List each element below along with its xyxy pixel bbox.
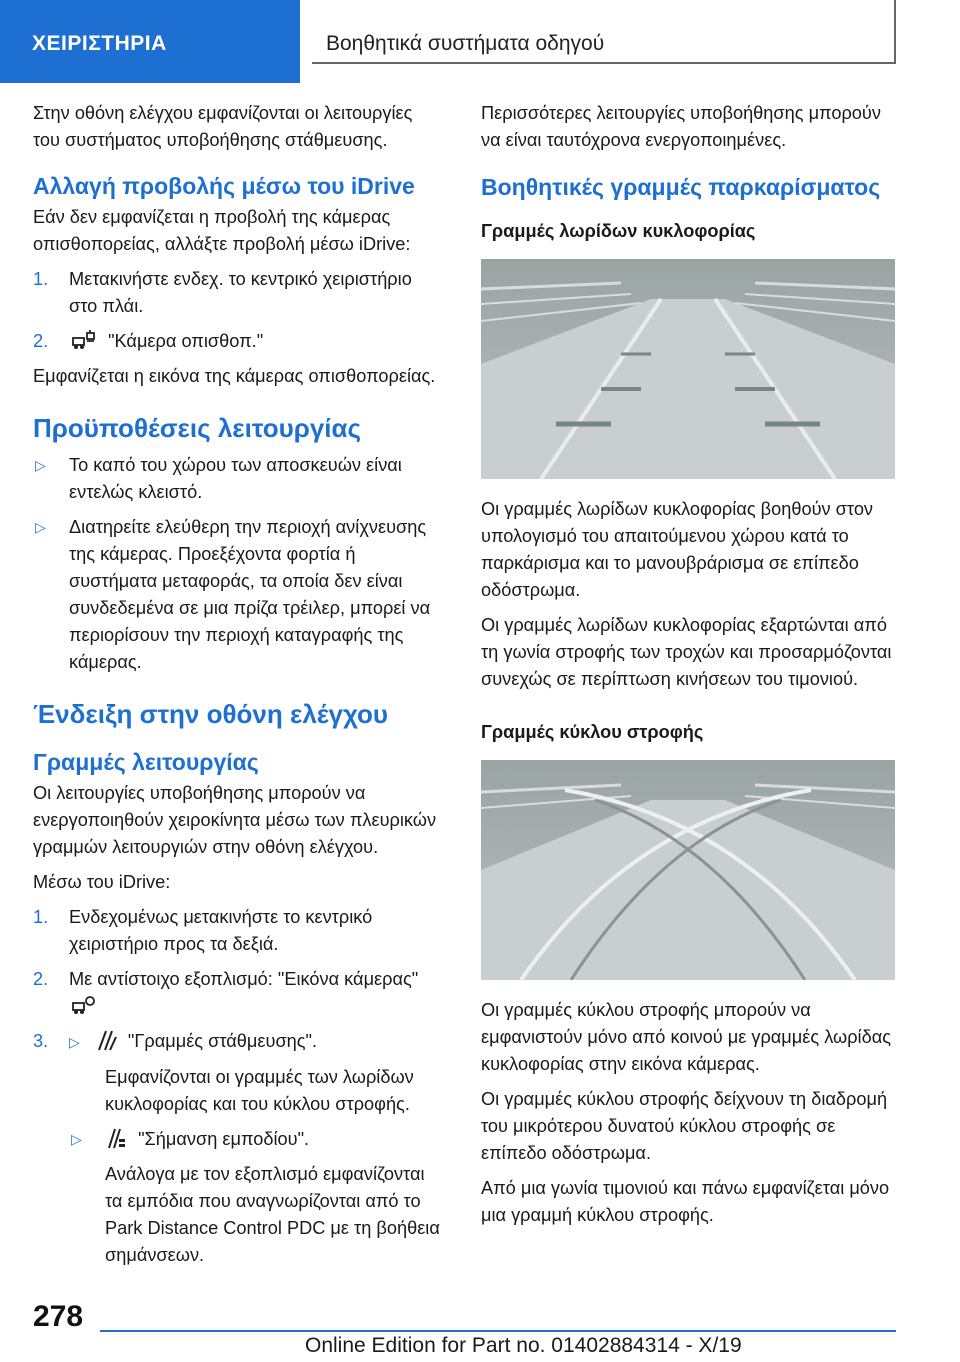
step-number: 3.	[33, 1031, 49, 1051]
heading-idrive: Αλλαγή προβολής μέσω του iDrive	[33, 173, 415, 199]
heading-lane-lines: Γραμμές λωρίδων κυκλοφορίας	[481, 221, 756, 241]
right-intro: Περισσότερες λειτουργίες υποβοήθησης μπορούν να είναι ταυτόχρονα ενεργοποιημένες.	[481, 103, 881, 150]
triangle-bullet-icon: ▷	[35, 457, 46, 473]
list-item	[33, 452, 443, 506]
turning-circle-image	[481, 760, 895, 980]
bullet-text: Διατηρείτε ελεύθερη την περιοχή ανίχνευσης της κάμερας. Προεξέχοντα φορτία ή συστήματα μεταφοράς, τα οποία δεν είναι συνδεδεμένα σε μια πρίζα τρέιλερ, μπορεί να περιορίσουν την περιοχή καταγραφής της κάμερας.	[69, 517, 431, 672]
triangle-bullet-icon: ▷	[35, 519, 46, 535]
idrive-paragraph: Εάν δεν εμφανίζεται η προβολή της κάμερας οπισθοπορείας, αλλάξτε προβολή μέσω iDrive:	[33, 207, 411, 254]
rear-camera-icon	[71, 329, 97, 351]
step-text: Με αντίστοιχο εξοπλισμό: "Εικόνα κάμερας"	[69, 969, 419, 989]
via-idrive-text: Μέσω του iDrive:	[33, 872, 171, 892]
page-number: 278	[33, 1300, 84, 1333]
list-item	[33, 1028, 443, 1056]
camera-view-icon	[71, 994, 97, 1016]
step-text: "Κάμερα οπισθοπ."	[108, 331, 264, 351]
step-number: 1.	[33, 907, 49, 927]
triangle-bullet-icon: ▷	[71, 1131, 82, 1147]
heading-turning-lines: Γραμμές κύκλου στροφής	[481, 722, 704, 742]
heading-parking-guides: Βοηθητικές γραμμές παρκαρίσματος	[481, 174, 881, 200]
step-number: 2.	[33, 969, 49, 989]
parking-lines-result: Εμφανίζονται οι γραμμές των λωρίδων κυκλοφορίας και του κύκλου στροφής.	[105, 1067, 414, 1114]
step-number: 2.	[33, 331, 49, 351]
right-column	[481, 100, 895, 1237]
lane-paragraph-1: Οι γραμμές λωρίδων κυκλοφορίας βοηθούν στον υπολογισμό του απαιτούμενου χώρου κατά το παρκάρισμα και το μανουβράρισμα σε επίπεδο οδόστρωμα.	[481, 499, 874, 600]
obstacle-marking-icon	[107, 1127, 127, 1149]
step-text: Ενδεχομένως μετακινήστε το κεντρικό χειριστήριο προς τα δεξιά.	[69, 907, 373, 954]
step-text: "Γραμμές στάθμευσης".	[127, 1031, 318, 1051]
function-paragraph: Οι λειτουργίες υποβοήθησης μπορούν να ενεργοποιηθούν χειροκίνητα μέσω των πλευρικών γραμμών λειτουργιών στην οθόνη ελέγχου.	[33, 783, 437, 857]
list-item	[69, 1126, 443, 1153]
list-item	[33, 966, 443, 1020]
heading-display: Ένδειξη στην οθόνη ελέγχου	[33, 699, 389, 729]
list-item	[33, 266, 443, 320]
heading-prerequisites: Προϋποθέσεις λειτουργίας	[33, 413, 362, 443]
footer-divider	[100, 1330, 896, 1332]
triangle-bullet-icon: ▷	[69, 1034, 80, 1050]
result-paragraph: Εμφανίζεται η εικόνα της κάμερας οπισθοπορείας.	[33, 366, 436, 386]
bullet-text: "Σήμανση εμποδίου".	[138, 1129, 310, 1149]
step-text: Μετακινήστε ενδεχ. το κεντρικό χειριστήριο στο πλάι.	[69, 269, 412, 316]
obstacle-result: Ανάλογα με τον εξοπλισμό εμφανίζονται τα εμπόδια που αναγνωρίζονται από το Park Distance Control PDC με τη βοήθεια σημάνσεων.	[105, 1164, 440, 1265]
intro-paragraph: Στην οθόνη ελέγχου εμφανίζονται οι λειτουργίες του συστήματος υποβοήθησης στάθμευσης.	[33, 103, 413, 150]
turn-paragraph-1: Οι γραμμές κύκλου στροφής μπορούν να εμφανιστούν μόνο από κοινού με γραμμές λωρίδας κυκλοφορίας στην εικόνα κάμερας.	[481, 1000, 891, 1074]
lane-paragraph-2: Οι γραμμές λωρίδων κυκλοφορίας εξαρτώνται από τη γωνία στροφής των τροχών και προσαρμόζονται συνεχώς σε περίπτωση κινήσεων του τιμονιού.	[481, 615, 892, 689]
turn-paragraph-2: Οι γραμμές κύκλου στροφής δείχνουν τη διαδρομή του μικρότερου δυνατού κύκλου στροφής σε επίπεδο οδόστρωμα.	[481, 1089, 888, 1163]
footer-text: Online Edition for Part no. 01402884314 - X/19	[305, 1334, 742, 1357]
lane-lines-image	[481, 259, 895, 479]
chapter-title: Βοηθητικά συστήματα οδηγού	[312, 0, 896, 64]
list-item	[33, 328, 443, 355]
parking-lines-icon	[97, 1029, 117, 1051]
turn-paragraph-3: Από μια γωνία τιμονιού και πάνω εμφανίζεται μόνο μια γραμμή κύκλου στροφής.	[481, 1178, 890, 1225]
list-item	[33, 514, 443, 676]
heading-function-lines: Γραμμές λειτουργίας	[33, 749, 259, 775]
bullet-text: Το καπό του χώρου των αποσκευών είναι εντελώς κλειστό.	[69, 455, 402, 502]
section-tab: ΧΕΙΡΙΣΤΗΡΙΑ	[0, 0, 300, 83]
step-number: 1.	[33, 269, 49, 289]
list-item	[33, 904, 443, 958]
left-column	[33, 100, 443, 1277]
